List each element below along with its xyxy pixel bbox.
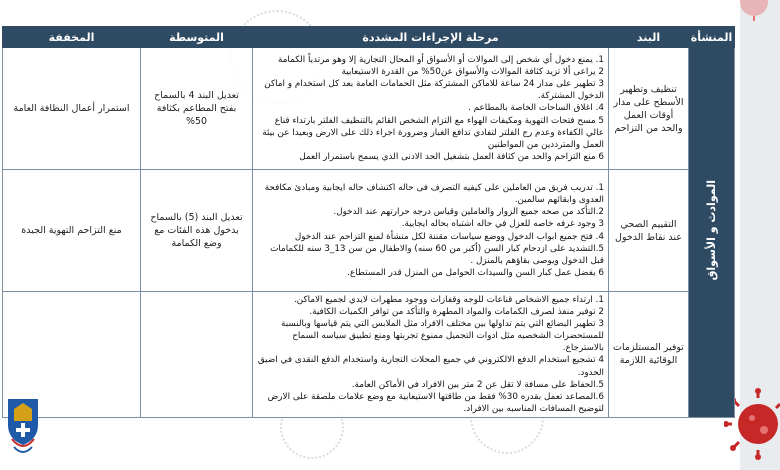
header-item: البند	[609, 27, 689, 48]
measure-line: 6 منع التزاحم والحد من كثافة العمل بتشغيل الحد الادنى الذي يسمح باستمرار العمل	[299, 151, 604, 162]
stage-cell	[689, 48, 735, 418]
measure-line: 2 يراعى ألا تزيد كثافة الموالات والأسواق عن50% من القدرة الاستيعابية	[341, 67, 604, 78]
measures-cell	[253, 48, 609, 170]
low-cell: استمرار أعمال النظافة العامة	[3, 48, 141, 170]
table-row	[3, 48, 735, 170]
measure-line: 3 تطهير على مدار 24 ساعة للاماكن المشتركة مثل الحمامات العامة بعد كل استخدام و اماكن الدخول المشتركة.	[264, 79, 604, 102]
header-stage: المنشأة	[689, 27, 735, 48]
measures-cell	[253, 170, 609, 292]
measures-table	[2, 26, 735, 418]
table-row	[3, 170, 735, 292]
measure-line: 1. تدريب فريق من العاملين على كيفيه التصرف فى حاله اكتشاف حاله ايجابية ومبادئ مكافحة العدوى وابقائهم سالمين.	[264, 183, 604, 206]
measure-line: 4. فتح جميع ابواب الدخول ووضع سياسات مقننة لكل منشأة لمنع التزاحم عند الدخول	[294, 231, 604, 242]
item-cell: توفير المستلزمات الوقائية اللازمة	[609, 292, 689, 418]
header-low: المخففة	[3, 27, 141, 48]
virus-icon	[728, 0, 780, 22]
measures-cell	[253, 292, 609, 418]
medium-cell	[141, 292, 253, 418]
measure-line: 4. اغلاق الساحات الخاصة بالمطاعم .	[468, 103, 604, 114]
measure-line: 2.التأكد من صحه جميع الزوار والعاملين وقياس درجه حرارتهم عند الدخول.	[333, 207, 604, 218]
item-cell: تنظيف وتطهير الأسطح على مدار أوقات العمل والحد من التزاحم	[609, 48, 689, 170]
measure-line: 5 مسح فتحات التهوية ومكيفات الهواء مع التزام الشخص القائم بالتنظيف الفلتر بارتداء قناع عالي الكفاءة وعدم رج الفلتر لتفادي تدافع الغبار وضرورة اجراء ذلك على الارض وبعيدا عن بيئة العمل والمترددين من المواطنين	[262, 115, 604, 150]
measure-line: 3 تطهير البضائع التي يتم تداولها بين مختلف الافراد مثل الملابس التي يتم قياسها وبالنسبة للمستحضرات الشخصيه مثل ادوات التجميل ممنوع تجربتها ومنع تطبيق سياسه السماح بالاسترجاع.	[281, 319, 604, 354]
measure-line: 5.التشديد على ازدحام كبار السن (أكبر من 60 سنه) والاطفال من سن 13_3 سنه للكمامات قبل الدخول ويوصى بقاؤهم بالمنزل .	[270, 243, 604, 266]
measure-line: 3 وجود غرفه خاصه للعزل في حاله اشتباه بحاله ايجابية.	[401, 219, 604, 230]
measure-line: 1. ارتداء جميع الاشخاص قناعات للوجه وقفازات ووجود مطهرات لايدي لجميع الاماكن.	[293, 295, 604, 305]
medium-cell: تعديل البند 4 بالسماح بفتح المطاعم بكثافة 50%	[141, 48, 253, 170]
measure-line: 4 تشجيع استخدام الدفع الالكتروني في جميع المحلات التجارية واستخدام الدفع النقدى في اضيق الحدود.	[257, 355, 604, 378]
measure-line: 6 يفضل عمل كبار السن والسيدات الحوامل من المنزل قدر المستطاع.	[347, 267, 604, 278]
item-cell: التقييم الصحي عند نقاط الدخول	[609, 170, 689, 292]
table-header-row	[3, 27, 735, 48]
table-row	[3, 292, 735, 418]
header-strict: مرحلة الإجراءات المشددة	[253, 27, 609, 48]
low-cell: منع التزاحم التهوية الجيدة	[3, 170, 141, 292]
header-medium: المتوسطة	[141, 27, 253, 48]
stage-label: الموادث و الأسواق	[705, 180, 718, 281]
measure-line: 6.المصاعد تعمل بقدره 30% فقط من طاقتها الاستيعابية مع وضع علامات ملصقة على الارض لتوضيح المسافات المناسبه بين الافراد.	[267, 391, 604, 414]
medium-cell: تعديل البند (5) بالسماح بدخول هذه الفئات مع وضع الكمامة	[141, 170, 253, 292]
ministry-of-health-logo	[4, 395, 42, 457]
measure-line: 1. يمنع دخول أي شخص إلى الموالات أو الأسواق أو المحال التجارية إلا وهو مرتدياً الكمامة	[278, 55, 604, 66]
measure-line: 5.الحفاظ على مسافة لا تقل عن 2 متر بين الافراد في الأماكن العامة.	[351, 379, 604, 390]
measure-line: 2 توفير منفذ لصرف الكمامات والمواد المطهرة والتأكد من توافر الكميات الكافية.	[309, 307, 604, 318]
